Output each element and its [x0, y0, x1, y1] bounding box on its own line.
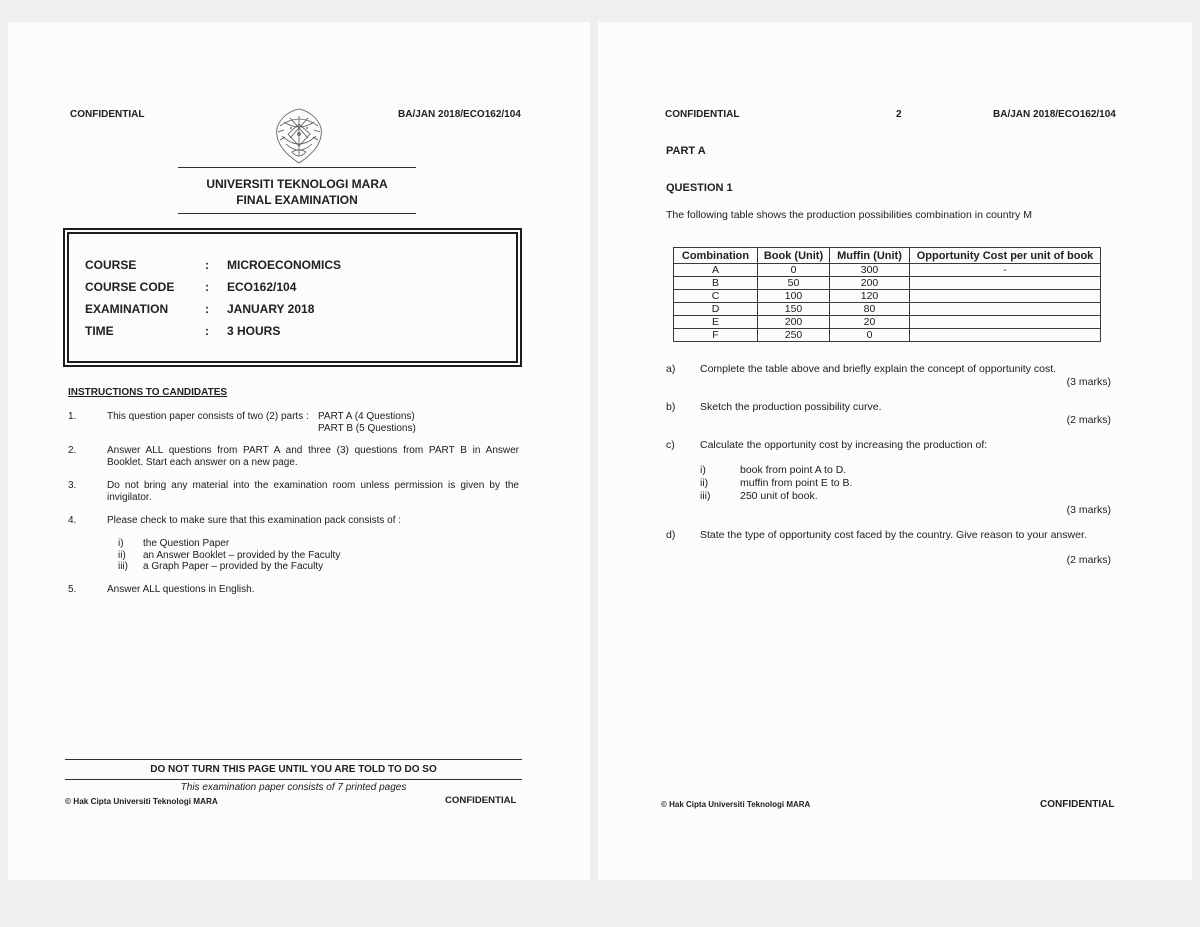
exam-reference-code: BA/JAN 2018/ECO162/104: [398, 109, 521, 120]
subitem-number: iii): [118, 561, 128, 572]
subitem-text: the Question Paper: [143, 538, 230, 549]
course-code-separator: :: [205, 280, 209, 294]
table-cell: 100: [758, 290, 830, 303]
course-code-label: COURSE CODE: [85, 280, 175, 294]
table-cell: C: [674, 290, 758, 303]
table-cell: 80: [830, 303, 910, 316]
question-part-label: c): [666, 439, 675, 451]
table-cell: [910, 316, 1101, 329]
question-part-label: a): [666, 363, 676, 375]
subquestion-text: 250 unit of book.: [740, 490, 818, 502]
table-row: [674, 277, 1101, 290]
exam-reference-code: BA/JAN 2018/ECO162/104: [993, 109, 1116, 120]
table-cell: [910, 290, 1101, 303]
instruction-number: 5.: [68, 584, 77, 595]
part-b-count: PART B (5 Questions): [318, 423, 416, 434]
course-info-box: [63, 228, 522, 367]
marks-label: (2 marks): [1066, 554, 1111, 566]
subquestion-number: ii): [700, 477, 709, 489]
part-heading: PART A: [666, 145, 706, 157]
question-part-label: d): [666, 529, 676, 541]
course-separator: :: [205, 258, 209, 272]
footer-rule-top: [65, 759, 522, 760]
university-name: UNIVERSITI TEKNOLOGI MARA: [206, 177, 388, 191]
table-cell: F: [674, 329, 758, 342]
table-cell: 150: [758, 303, 830, 316]
time-separator: :: [205, 324, 209, 338]
table-cell: [910, 277, 1101, 290]
marks-label: (3 marks): [1066, 376, 1111, 388]
instruction-text: Answer ALL questions from PART A and three (3) questions from PART B in Answer: [107, 445, 519, 456]
column-header: Combination: [674, 248, 758, 264]
subquestion-number: iii): [700, 490, 711, 502]
page-number: 2: [896, 109, 902, 120]
table-cell: 20: [830, 316, 910, 329]
table-cell: 300: [830, 264, 910, 277]
question-part-text: Complete the table above and briefly explain the concept of opportunity cost.: [700, 363, 1057, 375]
table-cell: D: [674, 303, 758, 316]
university-crest-icon: [270, 106, 328, 168]
subquestion-number: i): [700, 464, 706, 476]
question-part-label: b): [666, 401, 676, 413]
do-not-turn-warning: DO NOT TURN THIS PAGE UNTIL YOU ARE TOLD TO DO SO: [150, 764, 437, 775]
instructions-heading: INSTRUCTIONS TO CANDIDATES: [68, 387, 228, 398]
table-cell: 0: [830, 329, 910, 342]
instruction-text: Please check to make sure that this examination pack consists of :: [107, 515, 402, 526]
instruction-text-continued: invigilator.: [107, 492, 152, 503]
question-intro: The following table shows the production possibilities combination in country M: [666, 209, 1032, 221]
title-rule-bottom: [178, 213, 416, 214]
table-row: [674, 264, 1101, 277]
subitem-text: a Graph Paper – provided by the Faculty: [143, 561, 324, 572]
exam-title: FINAL EXAMINATION: [236, 193, 358, 207]
examination-label: EXAMINATION: [85, 302, 169, 316]
part-a-count: PART A (4 Questions): [318, 411, 415, 422]
production-possibilities-table: [673, 247, 1101, 342]
time-value: 3 HOURS: [227, 324, 281, 338]
question-part-text: Calculate the opportunity cost by increasing the production of:: [700, 439, 988, 451]
course-code-value: ECO162/104: [227, 280, 297, 294]
instruction-number: 4.: [68, 515, 77, 526]
subquestion-text: muffin from point E to B.: [740, 477, 853, 489]
table-row: [674, 303, 1101, 316]
table-cell: 200: [830, 277, 910, 290]
column-header: Muffin (Unit): [830, 248, 910, 264]
instruction-number: 1.: [68, 411, 77, 422]
footer-rule-bottom: [65, 779, 522, 780]
column-header: Opportunity Cost per unit of book: [910, 248, 1101, 264]
confidential-footer: CONFIDENTIAL: [445, 795, 517, 806]
subitem-number: ii): [118, 550, 126, 561]
question-part-text: Sketch the production possibility curve.: [700, 401, 882, 413]
table-row: [674, 290, 1101, 303]
time-label: TIME: [85, 324, 114, 338]
instruction-text-continued: Booklet. Start each answer on a new page.: [107, 457, 298, 468]
table-cell: 250: [758, 329, 830, 342]
cover-page: [8, 22, 590, 880]
subitem-number: i): [118, 538, 124, 549]
subitem-text: an Answer Booklet – provided by the Faculty: [143, 550, 341, 561]
instruction-text: Answer ALL questions in English.: [107, 584, 255, 595]
table-cell: 200: [758, 316, 830, 329]
instruction-text: This question paper consists of two (2) parts :: [107, 411, 309, 422]
question-page: [598, 22, 1192, 880]
table-header-row: [674, 248, 1101, 264]
copyright-notice: © Hak Cipta Universiti Teknologi MARA: [661, 800, 811, 809]
marks-label: (3 marks): [1066, 504, 1111, 516]
examination-separator: :: [205, 302, 209, 316]
table-cell: [910, 329, 1101, 342]
table-row: [674, 329, 1101, 342]
question-heading: QUESTION 1: [666, 182, 733, 194]
confidential-footer: CONFIDENTIAL: [1040, 799, 1115, 810]
copyright-notice: © Hak Cipta Universiti Teknologi MARA: [65, 797, 218, 806]
title-rule-top: [178, 167, 416, 168]
confidential-label: CONFIDENTIAL: [665, 109, 740, 120]
course-label: COURSE: [85, 258, 137, 272]
table-row: [674, 316, 1101, 329]
instruction-number: 3.: [68, 480, 77, 491]
instruction-text: Do not bring any material into the examination room unless permission is given by the: [107, 480, 519, 491]
question-part-text: State the type of opportunity cost faced by the country. Give reason to your answer.: [700, 529, 1087, 541]
instruction-number: 2.: [68, 445, 77, 456]
course-value: MICROECONOMICS: [227, 258, 341, 272]
table-cell: E: [674, 316, 758, 329]
table-cell: A: [674, 264, 758, 277]
table-cell: [910, 303, 1101, 316]
column-header: Book (Unit): [758, 248, 830, 264]
confidential-label: CONFIDENTIAL: [70, 109, 145, 120]
table-cell: 0: [758, 264, 830, 277]
table-cell: 120: [830, 290, 910, 303]
subquestion-text: book from point A to D.: [740, 464, 847, 476]
examination-value: JANUARY 2018: [227, 302, 315, 316]
table-cell: B: [674, 277, 758, 290]
printed-pages-note: This examination paper consists of 7 printed pages: [180, 782, 407, 793]
table-cell: 50: [758, 277, 830, 290]
marks-label: (2 marks): [1066, 414, 1111, 426]
table-cell: -: [910, 264, 1101, 277]
